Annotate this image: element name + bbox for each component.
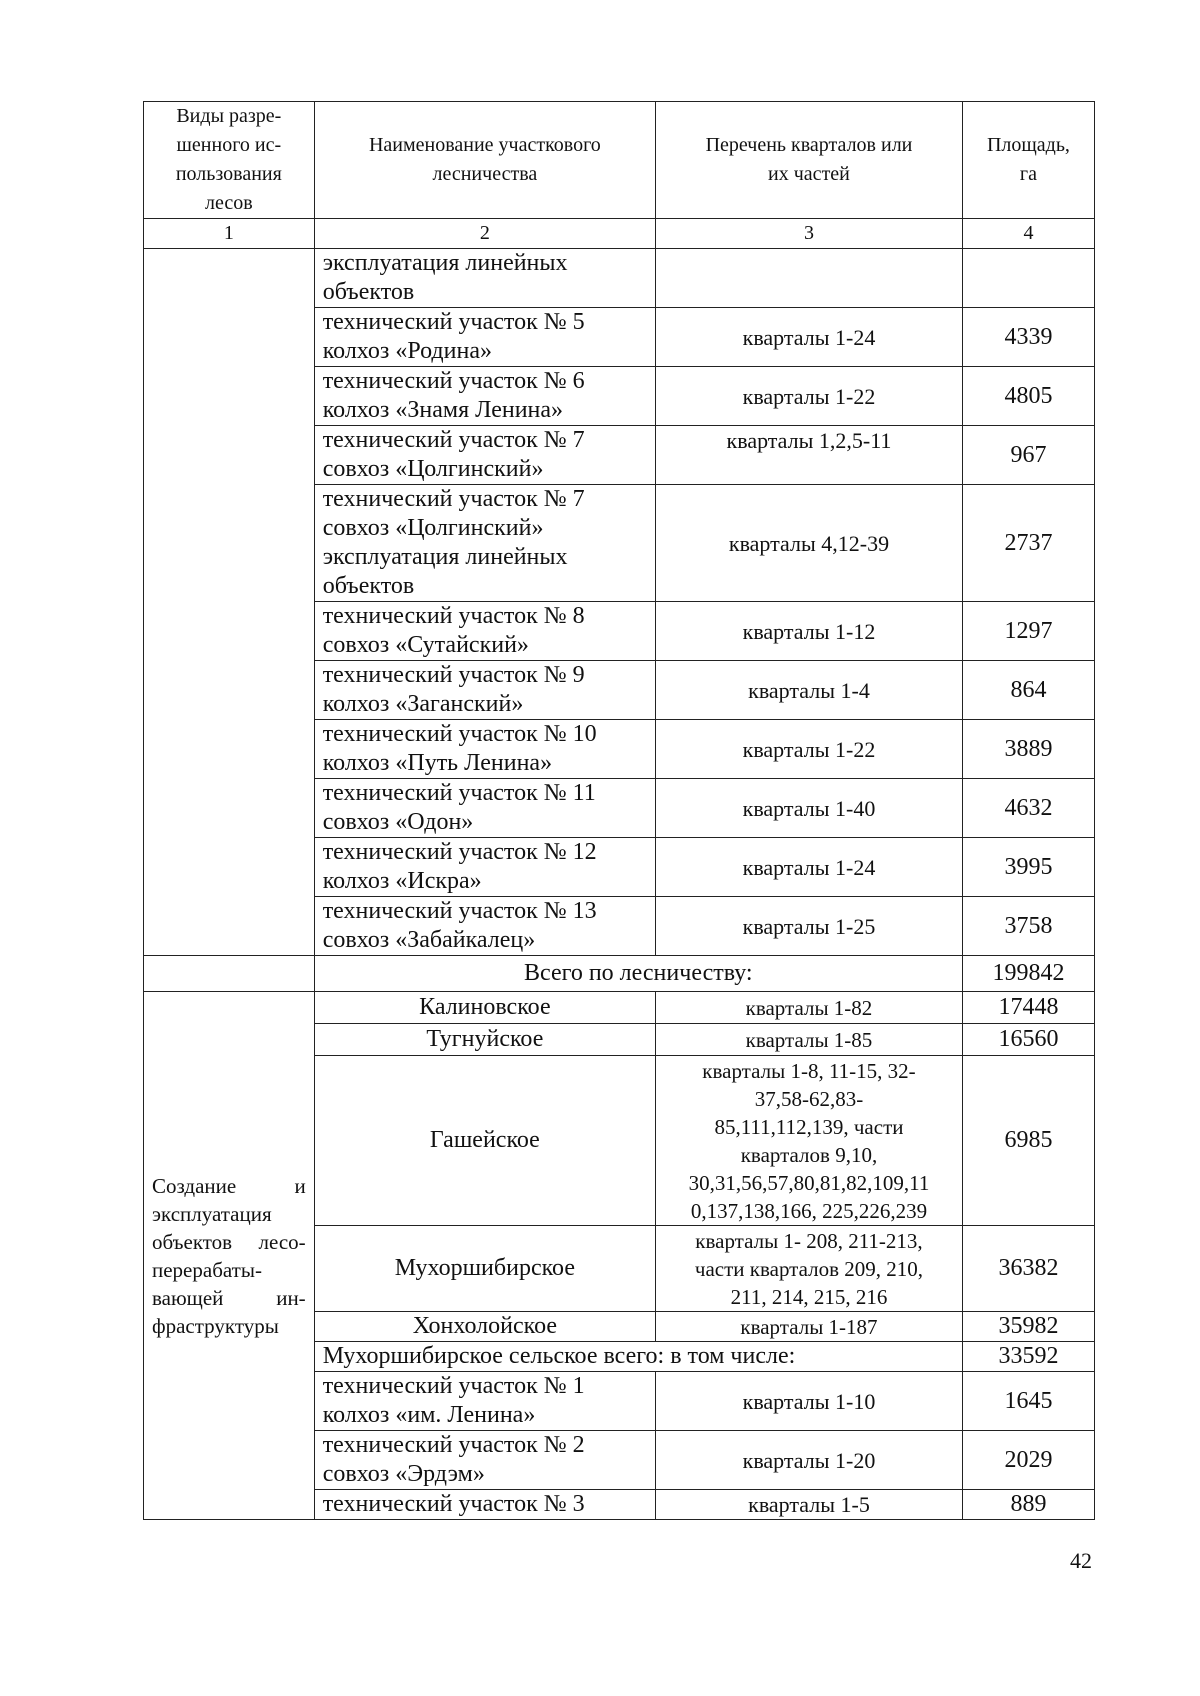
forestry-name: Мухоршибирское — [314, 1226, 655, 1312]
usage-type-line: объектов лесо- — [152, 1229, 306, 1254]
header-quarters: Перечень кварталов или их частей — [656, 102, 963, 219]
area-cell — [962, 249, 1094, 308]
total-row — [144, 956, 1095, 992]
area-cell: 2737 — [962, 485, 1094, 602]
quarters-cell: кварталы 1-82 — [656, 992, 963, 1024]
area-cell: 4339 — [962, 308, 1094, 367]
forestry-name: технический участок № 7 совхоз «Цолгинский» — [314, 426, 655, 485]
column-number: 1 — [144, 219, 315, 249]
header-row — [144, 102, 1095, 219]
quarters-cell: кварталы 1-22 — [656, 720, 963, 779]
usage-type-line: Создание и — [152, 1173, 306, 1198]
quarters-cell: кварталы 1-24 — [656, 838, 963, 897]
forestry-name: технический участок № 5 колхоз «Родина» — [314, 308, 655, 367]
quarters-cell: кварталы 1-22 — [656, 367, 963, 426]
column-number: 4 — [962, 219, 1094, 249]
area-cell: 889 — [962, 1490, 1094, 1520]
forestry-name: технический участок № 3 — [314, 1490, 655, 1520]
quarters-cell: кварталы 1,2,5-11 — [656, 426, 963, 485]
area-cell: 1297 — [962, 602, 1094, 661]
column-number: 3 — [656, 219, 963, 249]
area-cell: 3758 — [962, 897, 1094, 956]
area-cell: 2029 — [962, 1431, 1094, 1490]
page-number: 42 — [1070, 1548, 1092, 1573]
forestry-name: Тугнуйское — [314, 1024, 655, 1056]
total-value: 199842 — [962, 956, 1094, 992]
usage-type-line: вающей ин- — [152, 1285, 306, 1310]
quarters-cell: кварталы 1-8, 11-15, 32- 37,58-62,83- 85,111,112,139, части кварталов 9,10, 30,31,56,57,80,81,82,109,11 0,137,138,166, 225,226,239 — [656, 1056, 963, 1226]
area-cell: 1645 — [962, 1372, 1094, 1431]
area-cell: 35982 — [962, 1312, 1094, 1342]
area-cell: 16560 — [962, 1024, 1094, 1056]
total-empty-cell — [144, 956, 315, 992]
subtotal-value: 33592 — [962, 1342, 1094, 1372]
forestry-name: технический участок № 1 колхоз «им. Ленина» — [314, 1372, 655, 1431]
area-cell: 17448 — [962, 992, 1094, 1024]
header-usage-type: Виды разре- шенного ис- пользования лесов — [144, 102, 315, 219]
forestry-name: Гашейское — [314, 1056, 655, 1226]
usage-type-cell — [144, 992, 315, 1520]
forestry-name: технический участок № 10 колхоз «Путь Ленина» — [314, 720, 655, 779]
quarters-cell: кварталы 1-12 — [656, 602, 963, 661]
area-cell: 3995 — [962, 838, 1094, 897]
forestry-name: технический участок № 6 колхоз «Знамя Ленина» — [314, 367, 655, 426]
quarters-cell: кварталы 1-5 — [656, 1490, 963, 1520]
header-forestry-name: Наименование участкового лесничества — [314, 102, 655, 219]
quarters-cell: кварталы 1-20 — [656, 1431, 963, 1490]
forestry-name: технический участок № 12 колхоз «Искра» — [314, 838, 655, 897]
subtotal-label: Мухоршибирское сельское всего: в том числе: — [314, 1342, 962, 1372]
forestry-name: Хонхолойское — [314, 1312, 655, 1342]
quarters-cell: кварталы 1-24 — [656, 308, 963, 367]
area-cell: 6985 — [962, 1056, 1094, 1226]
usage-type-line: эксплуатация — [152, 1201, 272, 1226]
table-row — [144, 249, 1095, 308]
forestry-name: технический участок № 13 совхоз «Забайкалец» — [314, 897, 655, 956]
forestry-name: технический участок № 7 совхоз «Цолгинский» эксплуатация линейных объектов — [314, 485, 655, 602]
usage-type-cell-empty — [144, 249, 315, 956]
quarters-cell: кварталы 1-85 — [656, 1024, 963, 1056]
area-cell: 4805 — [962, 367, 1094, 426]
area-cell: 4632 — [962, 779, 1094, 838]
usage-type-line: перерабаты- — [152, 1257, 262, 1282]
total-label: Всего по лесничеству: — [314, 956, 962, 992]
quarters-cell: кварталы 4,12-39 — [656, 485, 963, 602]
quarters-cell — [656, 249, 963, 308]
forestry-name: технический участок № 9 колхоз «Заганский» — [314, 661, 655, 720]
table-row — [144, 992, 1095, 1024]
forestry-name: технический участок № 11 совхоз «Одон» — [314, 779, 655, 838]
area-cell: 36382 — [962, 1226, 1094, 1312]
quarters-cell: кварталы 1-187 — [656, 1312, 963, 1342]
area-cell: 3889 — [962, 720, 1094, 779]
forestry-name: технический участок № 2 совхоз «Эрдэм» — [314, 1431, 655, 1490]
column-number: 2 — [314, 219, 655, 249]
column-number-row — [144, 219, 1095, 249]
quarters-cell: кварталы 1-25 — [656, 897, 963, 956]
quarters-cell: кварталы 1-10 — [656, 1372, 963, 1431]
area-cell: 864 — [962, 661, 1094, 720]
forestry-name: Калиновское — [314, 992, 655, 1024]
forestry-name: технический участок № 8 совхоз «Сутайский» — [314, 602, 655, 661]
quarters-cell: кварталы 1- 208, 211-213, части кварталов 209, 210, 211, 214, 215, 216 — [656, 1226, 963, 1312]
usage-type-line: фраструктуры — [152, 1313, 279, 1338]
quarters-cell: кварталы 1-40 — [656, 779, 963, 838]
header-area: Площадь, га — [962, 102, 1094, 219]
quarters-cell: кварталы 1-4 — [656, 661, 963, 720]
forest-usage-table — [143, 101, 1095, 1520]
forestry-name: эксплуатация линейных объектов — [314, 249, 655, 308]
area-cell: 967 — [962, 426, 1094, 485]
